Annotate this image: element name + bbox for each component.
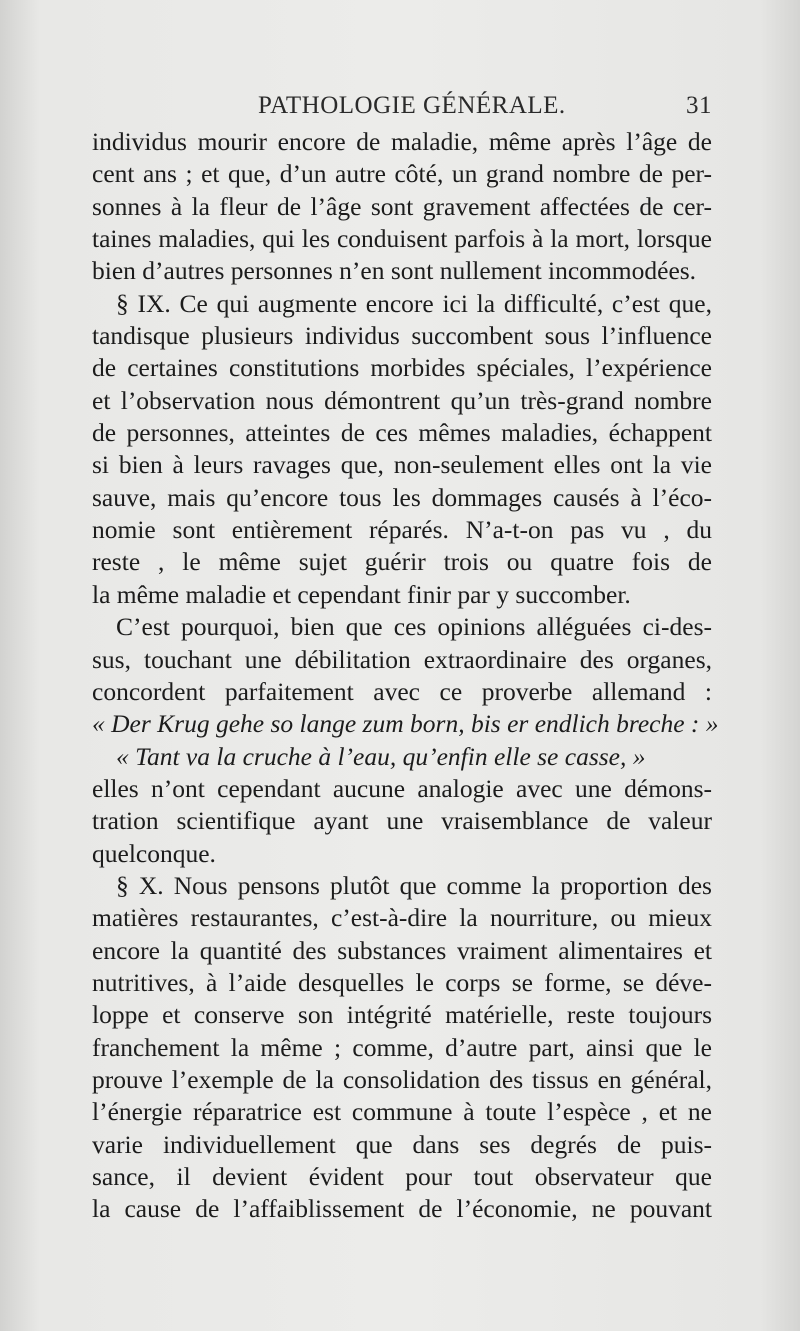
- text-line: tration scientifique ayant une vraisemblance de valeur: [92, 806, 712, 836]
- text-line: sonnes à la fleur de l’âge sont gravement affectées de cer-: [92, 191, 712, 221]
- text-line: sauve, mais qu’encore tous les dommages causés à l’éco-: [92, 482, 712, 512]
- paragraph-cest-pourquoi-start: C’est pourquoi, bien que ces opinions alléguées ci-des-: [116, 612, 712, 642]
- page-header: [92, 84, 712, 124]
- text-line: encore la quantité des substances vraiment alimentaires et: [92, 935, 712, 965]
- text-line: la même maladie et cependant finir par y succomber.: [92, 579, 631, 609]
- text-line: l’énergie réparatrice est commune à toute l’espèce , et ne: [92, 1097, 712, 1127]
- text-line: de certaines constitutions morbides spéciales, l’expérience: [92, 353, 712, 383]
- text-line: tandisque plusieurs individus succombent sous l’influence: [92, 321, 712, 351]
- text-line: individus mourir encore de maladie, même après l’âge de: [92, 127, 712, 156]
- text-line: sance, il devient évident pour tout observateur que: [92, 1162, 712, 1191]
- text-line: reste , le même sujet guérir trois ou quatre fois de: [92, 547, 712, 577]
- french-proverb-line: « Tant va la cruche à l’eau, qu’enfin elle se casse, »: [116, 741, 646, 771]
- text-line: nutritives, à l’aide desquelles le corps se forme, se déve-: [92, 967, 712, 997]
- text-line: la cause de l’affaiblissement de l’économie, ne pouvant: [92, 1194, 712, 1224]
- text-line: et l’observation nous démontrent qu’un très-grand nombre: [92, 385, 712, 415]
- text-line: quelconque.: [92, 838, 216, 868]
- text-line: nomie sont entièrement réparés. N’a-t-on pas vu , du: [92, 515, 712, 545]
- text-line: prouve l’exemple de la consolidation des tissus en général,: [92, 1064, 712, 1094]
- text-line: matières restaurantes, c’est-à-dire la nourriture, ou mieux: [92, 903, 712, 933]
- text-line: si bien à leurs ravages que, non-seulement elles ont la vie: [92, 450, 712, 480]
- running-title: PATHOLOGIE GÉNÉRALE.: [258, 92, 566, 119]
- text-line: cent ans ; et que, d’un autre côté, un grand nombre de per-: [92, 159, 712, 189]
- paragraph-x-start: § X. Nous pensons plutôt que comme la proportion des: [116, 870, 712, 900]
- text-line: franchement la même ; comme, d’autre part, ainsi que le: [92, 1032, 712, 1062]
- text-line: varie individuellement que dans ses degrés de puis-: [92, 1129, 712, 1159]
- text-line: concordent parfaitement avec ce proverbe allemand :: [92, 676, 712, 706]
- paragraph-ix-start: § IX. Ce qui augmente encore ici la difficulté, c’est que,: [116, 288, 712, 318]
- text-line: elles n’ont cependant aucune analogie avec une démons-: [92, 773, 712, 803]
- text-line: sus, touchant une débilitation extraordinaire des organes,: [92, 644, 712, 674]
- text-line: loppe et conserve son intégrité matérielle, reste toujours: [92, 1000, 712, 1030]
- text-line: bien d’autres personnes n’en sont nullement incommodées.: [92, 256, 697, 286]
- german-proverb-line: « Der Krug gehe so lange zum born, bis er endlich breche : »: [92, 709, 719, 739]
- page-number: 31: [686, 92, 712, 119]
- text-line: taines maladies, qui les conduisent parfois à la mort, lorsque: [92, 224, 712, 254]
- page-body: [92, 126, 719, 1226]
- text-line: de personnes, atteintes de ces mêmes maladies, échappent: [92, 418, 712, 448]
